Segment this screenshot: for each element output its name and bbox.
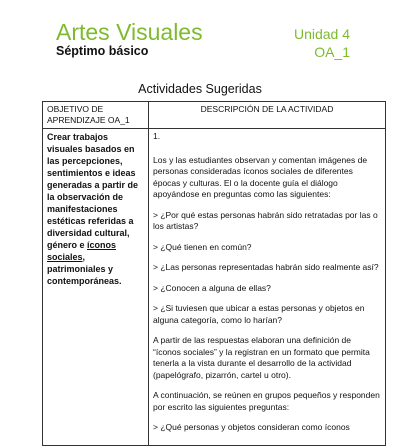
objective-code: OA_1 <box>314 44 350 60</box>
table-header-row <box>43 102 386 129</box>
activity-paragraph: A partir de las respuestas elaboran una definición de “íconos sociales” y la registran en un formato que permita tenerla a la vista durante el desarrollo de la actividad (papelógrafo, pizarrón, cartel u otro). <box>153 335 370 380</box>
activity-question: > ¿Por qué estas personas habrán sido retratadas por las o los artistas? <box>153 209 378 231</box>
description-cell <box>149 129 386 446</box>
activity-paragraph: Los y las estudiantes observan y comentan imágenes de personas consideradas íconos sociales de diferentes épocas y culturas. El o la docente guía el diálogo apoyándose en preguntas como las siguientes: <box>153 154 368 199</box>
activity-question: > ¿Si tuviesen que ubicar a estas personas y objetos en alguna categoría, como lo harían? <box>153 303 365 325</box>
table-row <box>43 129 386 446</box>
objective-header: OBJETIVO DE APRENDIZAJE OA_1 <box>43 102 149 129</box>
subject-title: Artes Visuales <box>56 19 203 45</box>
activity-paragraph: A continuación, se reúnen en grupos pequeños y responden por escrito las siguientes preguntas: <box>153 390 380 412</box>
page-header <box>0 0 400 62</box>
objective-text-end: , patrimoniales y contemporáneas. <box>47 252 122 286</box>
activities-table <box>42 101 386 446</box>
grade-subtitle: Séptimo básico <box>56 44 149 58</box>
activity-question: > ¿Qué tienen en común? <box>153 241 252 252</box>
objective-text: Crear trabajos visuales basados en las percepciones, sentimientos e ideas generadas a partir de la observación de manifestaciones estéticas referidas a diversidad cultural, género e <box>47 132 139 250</box>
activity-number: 1. <box>153 131 161 141</box>
section-title: Actividades Sugeridas <box>138 82 262 96</box>
objective-cell <box>43 129 149 446</box>
objective-link-text: íconos sociales <box>47 240 117 262</box>
unit-label: Unidad 4 <box>293 26 350 42</box>
description-header: DESCRIPCIÓN DE LA ACTIVIDAD <box>149 102 386 129</box>
activity-question: > ¿Qué personas y objetos consideran como íconos <box>153 422 350 432</box>
activity-question: > ¿Las personas representadas habrán sido realmente así? <box>153 262 379 272</box>
activity-question: > ¿Conocen a alguna de ellas? <box>153 282 271 293</box>
